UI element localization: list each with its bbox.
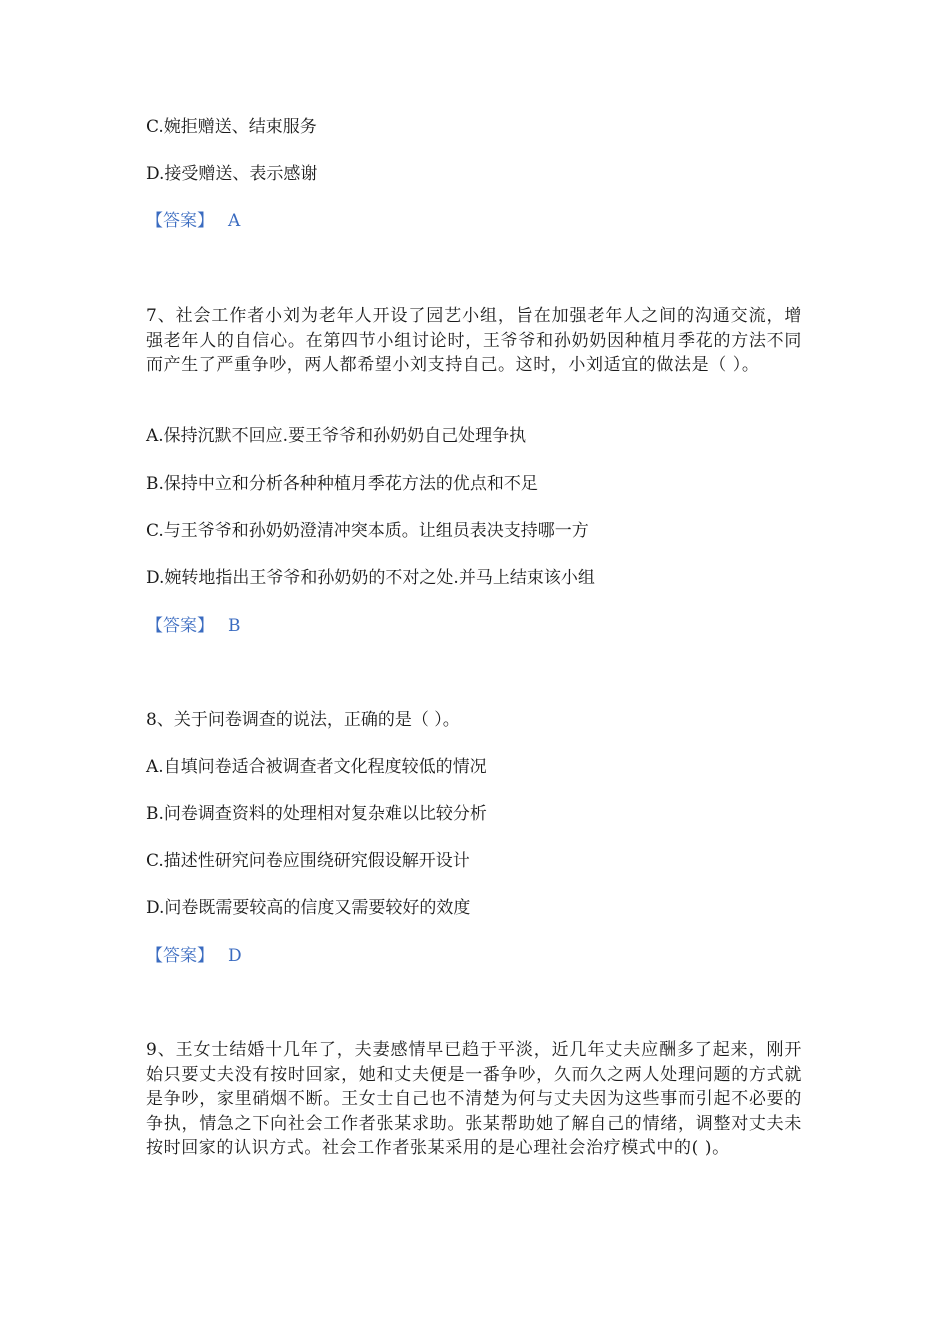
q7-option-b: B.保持中立和分析各种种植月季花方法的优点和不足: [146, 474, 538, 494]
q6-option-c: C.婉拒赠送、结束服务: [146, 117, 317, 137]
q8-answer: [146, 944, 242, 968]
q8-option-b: B.问卷调查资料的处理相对复杂难以比较分析: [146, 804, 487, 824]
q8-stem: 8、关于问卷调查的说法，正确的是（ ）。: [146, 710, 460, 730]
q8-option-d: D.问卷既需要较高的信度又需要较好的效度: [146, 898, 471, 918]
q8-option-a: A.自填问卷适合被调查者文化程度较低的情况: [146, 757, 487, 777]
q7-option-d: D.婉转地指出王爷爷和孙奶奶的不对之处.并马上结束该小组: [146, 568, 595, 588]
answer-value: B: [228, 616, 241, 636]
q7-option-c: C.与王爷爷和孙奶奶澄清冲突本质。让组员表决支持哪一方: [146, 521, 589, 541]
q6-answer: [146, 209, 240, 233]
q7-answer: [146, 614, 241, 638]
answer-value: D: [228, 946, 242, 966]
answer-value: A: [228, 211, 241, 231]
q7-option-a: A.保持沉默不回应.要王爷爷和孙奶奶自己处理争执: [146, 426, 527, 446]
q9-stem: 9、王女士结婚十几年了，夫妻感情早已趋于平淡，近几年丈夫应酬多了起来，刚开始只要丈夫没有按时回家，她和丈夫便是一番争吵，久而久之两人处理问题的方式就是争吵，家里硝烟不断。王女士自己也不清楚为何与丈夫因为这些事而引起不必要的争执，情急之下向社会工作者张某求助。张某帮助她了解自己的情绪，调整对丈夫未按时回家的认识方式。社会工作者张某采用的是心理社会治疗模式中的( )。: [146, 1040, 802, 1158]
q8-option-c: C.描述性研究问卷应围绕研究假设解开设计: [146, 851, 470, 871]
answer-label: 【答案】: [146, 211, 214, 231]
answer-label: 【答案】: [146, 946, 214, 966]
q6-option-d: D.接受赠送、表示感谢: [146, 164, 318, 184]
answer-label: 【答案】: [146, 616, 214, 636]
q7-stem: 7、社会工作者小刘为老年人开设了园艺小组，旨在加强老年人之间的沟通交流，增强老年人的自信心。在第四节小组讨论时，王爷爷和孙奶奶因种植月季花的方法不同而产生了严重争吵，两人都希望小刘支持自己。这时，小刘适宜的做法是（ ）。: [146, 306, 802, 375]
